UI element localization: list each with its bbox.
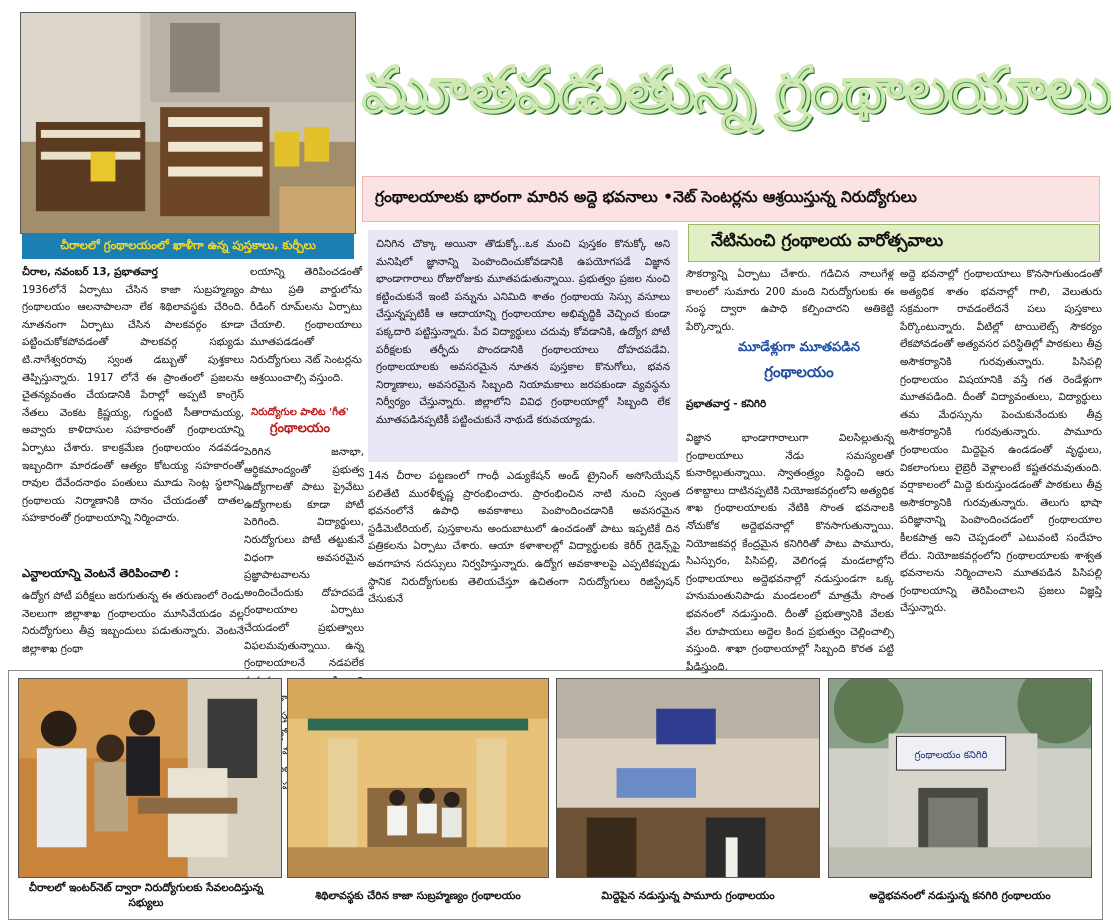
kanigiri-subheading-line1: మూడేళ్లుగా మూతపడిన (737, 340, 861, 355)
column1-subhead: ఎన్టాలయాన్ని వెంటనే తెరిపించాలి : (22, 566, 179, 580)
column3-paragraph: 14న చీరాల పట్టణంలో గాంధీ ఎడ్యుకేషన్ అండ్ ట్రైనింగ్ అసోసియేషన్ పలితేటి మురళీకృష్ణ ప్రారంభించారు. ప్రారంభించిన నాటి నుంచి స్వంత భవనంలోనే ఉపాధి అవకాశాలు పెంపొందించడానికి అవసరమైన స్టడీమెటీరియల్, పుస్తకాలను అందుబాటులో ఉంచడంతో పాటు ఇప్పటికే దిన పత్రికలను ఏర్పాటు చేశారు. ఆయా కళాశాలల్లో విద్యార్థులకు కెరీర్ గైడెన్స్‌పై అవగాహన సదస్సులు నిర్వహిస్తున్నారు. ఉద్యోగ అవకాశాలపై ఎప్పటికప్పుడు స్థానిక నిరుద్యోగులకు తెలియచేస్తూ ఉచితంగా నిరుద్యోగులు రిజిస్ట్రేషన్ చేసుకునే (368, 470, 680, 606)
gita-subheading-line1: నిరుద్యోగుల పాలిట 'గీత' (251, 407, 349, 418)
kanigiri-signboard: గ్రంథాలయం కనిగిరి (914, 750, 988, 762)
photo-kaja-library (287, 678, 549, 878)
column4-byline: ప్రభాతవార్త - కనిగిరి (686, 398, 767, 410)
photo-internet-center (18, 678, 282, 878)
gita-subheading (238, 405, 362, 443)
gita-subheading-line2: గ్రంథాలయం (269, 421, 331, 436)
article-column-1 (22, 264, 244, 564)
box-heading: నేటినుంచి గ్రంథాలయ వారోత్సవాలు (688, 224, 1100, 262)
photo-caption-4: అద్దెభవనంలో నడుస్తున్న కనగిరి గ్రంథాలయం (869, 889, 1051, 902)
photo-caption-2: శిథిలావస్థకు చేరిన కాజా సుబ్రహ్మణ్యం గ్రంథాలయం (315, 889, 521, 902)
photo-pamuru-library (556, 678, 820, 878)
column1-paragraph-2: ఉద్యోగ పోటీ పరీక్షలు జరుగుతున్న ఈ తరుణంలో రెండు నెలలుగా జిల్లాశాఖ గ్రంథాలయం మూసివేయడం వల్ల నిరుద్యోగులు తీవ్ర ఇబ్బందులు పడుతున్నారు. వెంటనే జిల్లాశాఖ గ్రంథా (22, 590, 244, 655)
column4-paragraph-1: సౌకర్యాన్ని ఏర్పాటు చేశారు. గడిచిన నాలుగేళ్ల కాలంలో సుమారు 200 మంది నిరుద్యోగులకు ఈ సంస్థ ద్వారా ఉపాధి కల్పించారని ఆతికెట్టి పేర్కొన్నారు. (686, 268, 894, 333)
kanigiri-subheading (704, 336, 894, 394)
top-photo-caption: చీరాలలో గ్రంథాలయంలో ఖాళీగా ఉన్న పుస్తకాలు, కుర్చీలు (22, 233, 354, 259)
column5-paragraph: అద్దె భవనాల్లో గ్రంథాలయాలు కొనసాగుతుండంతో అత్యధిక శాతం భవనాల్లో గాలి, వెలుతురు సక్రమంగా రావడంలేదనే పలు పుస్తకాలు పేర్కొంటున్నారు. వీటిల్లో టాయిలెట్స్ సౌకర్యం లేకపోవడంతో అత్యవసర పరిస్థితిల్లో పాఠకులు తీవ్ర అసౌకర్యానికి గురవుతున్నారు. పిసిపల్లి గ్రంథాలయం విషయానికి వస్తే గత రెండేళ్లుగా మూతపడింది. దీంతో విద్యావంతులు, విద్యార్థులు తమ మేధస్సును పెంచుకునేందుకు తీవ్ర అసౌకర్యానికి గురవుతున్నారు. పామూరు గ్రంథాలయం మిద్దెపైన ఉండడంతో వృద్ధులు, వికలాంగులు లైబ్రెరీ వెళ్లాలంటే కష్టతరమవుతుంది. వర్షాకాలంలో మిద్దె కురుస్తుండడంతో పాఠకులు తీవ్ర అసౌకర్యానికి గురవుతున్నారు. తెలుగు భాషా పరిజ్ఞానాన్ని పెంపొందించడంలో గ్రంథాలయాల కీలకపాత్ర అని చెప్పడంలో ఎటువంటి సందేహం లేదు. నియోజకవర్గంలోని గ్రంథాలయాలకు శాశ్వత భవనాలను నిర్మించాలని మూతపడిన పిసిపల్లి గ్రంథాలయాన్ని తెరిపించాలని ప్రజలు విజ్ఞప్తి చేస్తున్నారు. (900, 268, 1102, 615)
subheadline-bar: గ్రంథాలయాలకు భారంగా మారిన అద్దె భవనాలు •నెట్ సెంటర్లను ఆశ్రయిస్తున్న నిరుద్యోగులు (362, 176, 1100, 222)
headline: మూతపడుతున్న గ్రంథాలయాలు (362, 53, 1111, 126)
column1-paragraph-1: 1936లోనే ఏర్పాటు చేసిన కాజా సుబ్రహ్మణ్యం గ్రంథాలయం ఆలనాపాలనా లేక శిథిలావస్థకు చేరింది. నూతనంగా ఏర్పాటు చేసిన పాలకవర్గం కూడా పట్టించుకోకపోవడంతో పాలకవర్గ సభ్యుడు టి.నాగేశ్వరరావు స్వంత డబ్బుతో పుశ్తకాలు తెప్పిస్తున్నారు. 1917 లోనే ఈ ప్రాంతంలో ప్రజలను చైతన్యవంతం చేయడానికి పేరాల్లో అప్పటి కాంగ్రెస్ నేతలు వెంకట క్రిష్ణయ్య, గుర్జంటి సీతారామయ్య, అవ్వారు కాళిదాసుల సహకారంతో గ్రంథాలయాన్ని ఏర్పాటు చేశారు. కాలక్రమేణ గ్రంథాలయం నడవడం ఇబ్బందిగా మారడంతో ఆత్యం కోటయ్య సహకారంతో రావుల దేవేందనాథం పంతులు మూడు సెంట్ల స్థలాన్ని గ్రంథాలయ నిర్మాణానికి దానం చేయడంతో దాతల సహకారంతో గ్రంథాలయాన్ని నిర్మించారు. (22, 283, 244, 525)
column2-paragraph-2: పెరిగిన జనాభా, ఆర్థికమాంద్యంతో ప్రభుత్వ ఉద్యోగాలతో పాటు ప్రైవేటు ఉద్యోగాలకు కూడా పోటీ పెరిగింది. విద్యార్థులు, నిరుద్యోగులు పోటీ తట్టుకునే విధంగా అవసరమైన ప్రజ్ఞాపాటవాలను అందించేందుకు దోహదపడే గ్రంథాలయాల ఏర్పాటు చేయడంలో ప్రభుత్వాలు విఫలమవుతున్నాయి. ఉన్న గ్రంథాలయాలనే నడపలేక నీరుకారుస్తున్నాయి. (244, 446, 364, 722)
column2-paragraph-1: లయాన్ని తెరిపించడంతో పాటు ప్రతి వార్డులోను రీడింగ్ రూమ్‌లను ఏర్పాటు చేయాలి. గ్రంథాలయాలు మూతపడడంతో నిరుద్యోగులు నెట్ సెంటర్లను ఆశ్రయించాల్సి వస్తుంది. (250, 266, 362, 384)
column4-paragraph-2: విజ్ఞాన భాండాగారాలుగా విలసిల్లుతున్న గ్రంథాలయాలు నేడు సమస్యలతో కునారిల్లుతున్నాయి. స్వాతంత్ర్యం సిద్ధించి ఆరు దశాబ్దాలు దాటినప్పటికి నియోజకవర్గంలోని అత్యధిక శాఖ గ్రంథాలయాలకు నేటికి సొంత భవనాలకి నోచుకోక అద్దెభవనాల్లో కొనసాగుతున్నాయి. నియోజకవర్గ కేంద్రమైన కనిగిరితో పాటు పామూరు, సిఎస్పురం, పిసిపల్లి, వెలిగండ్ల మండలాల్లోని గ్రంథాలయాలు అద్దెభవనాల్లో నడుస్తుండగా ఒక్క హనుమంతునిపాడు మండలంలో మాత్రమే సొంత భవనంలో నడుస్తుంది. దీంతో ప్రభుత్వానికి వేలకు వేల రూపాయలు అద్దెల కింద ప్రభుత్వం చెల్లించాల్సి వస్తుంది. శాఖా గ్రంథాలయాల్లో సిబ్బంది కొరత పట్టి పీడిస్తుంది. (686, 432, 894, 673)
highlight-box: చినిగిన చొక్కా అయినా తొడుక్కో..ఒక మంచి పుస్తకం కొనుక్కో అని మనిషిలో జ్ఞానాన్ని పెంపొందించుకోవడానికి ఉపయోగపడే విజ్ఞాన భాండాగారాలు రోజురోజుకు మూతపడుతున్నాయి. ప్రభుత్వం ప్రజల నుంచి కట్టించుకునే ఇంటి పన్నును ఎనిమిది శాతం గ్రంథాలయ సెస్సు వసూలు చేస్తున్నప్పటికీ ఆ ఆదాయాన్ని గ్రంథాలయాల అభివృద్ధికి వెచ్చించ కుండా పక్కదారి పట్టిస్తున్నారు. పేద విద్యార్థులు చదువు కోవడానికి, ఉద్యోగ పోటీ పరీక్షలకు తర్ఫీదు పొందడానికి గ్రంథాలయాలు దోహదపడేవి. గ్రంథాలయాలకు అవసరమైన నూతన పుస్తకాల కొనుగోలు, భవన నిర్మాణాలు, అవసరమైన సిబ్బంది నియామకాలు జరపకుండా వ్యవస్థను నిర్వీర్యం చేస్తున్నారు. జిల్లాలోని వివిధ గ్రంథాలయాల్లో సిబ్బంది లేక మూతపడినప్పటికీ పట్టించుకునే నాథుడే కరువయ్యాడు. (368, 230, 678, 462)
photo-caption-1: చీరాలలో ఇంటర్‌నెట్ ద్వారా నిరుద్యోగులకు సేవలందిస్తున్న సభ్యులు (28, 882, 264, 909)
kanigiri-subheading-line2: గ్రంథాలయం (764, 363, 834, 381)
photo-caption-3: మిద్దెపైన నడుస్తున్న పామూరు గ్రంథాలయం (601, 889, 775, 902)
photo-kanigiri-library (828, 678, 1092, 878)
dateline: చీరాల, నవంబర్ 13, ప్రభాతవార్త (22, 266, 158, 278)
top-photo-library-interior (20, 12, 356, 234)
